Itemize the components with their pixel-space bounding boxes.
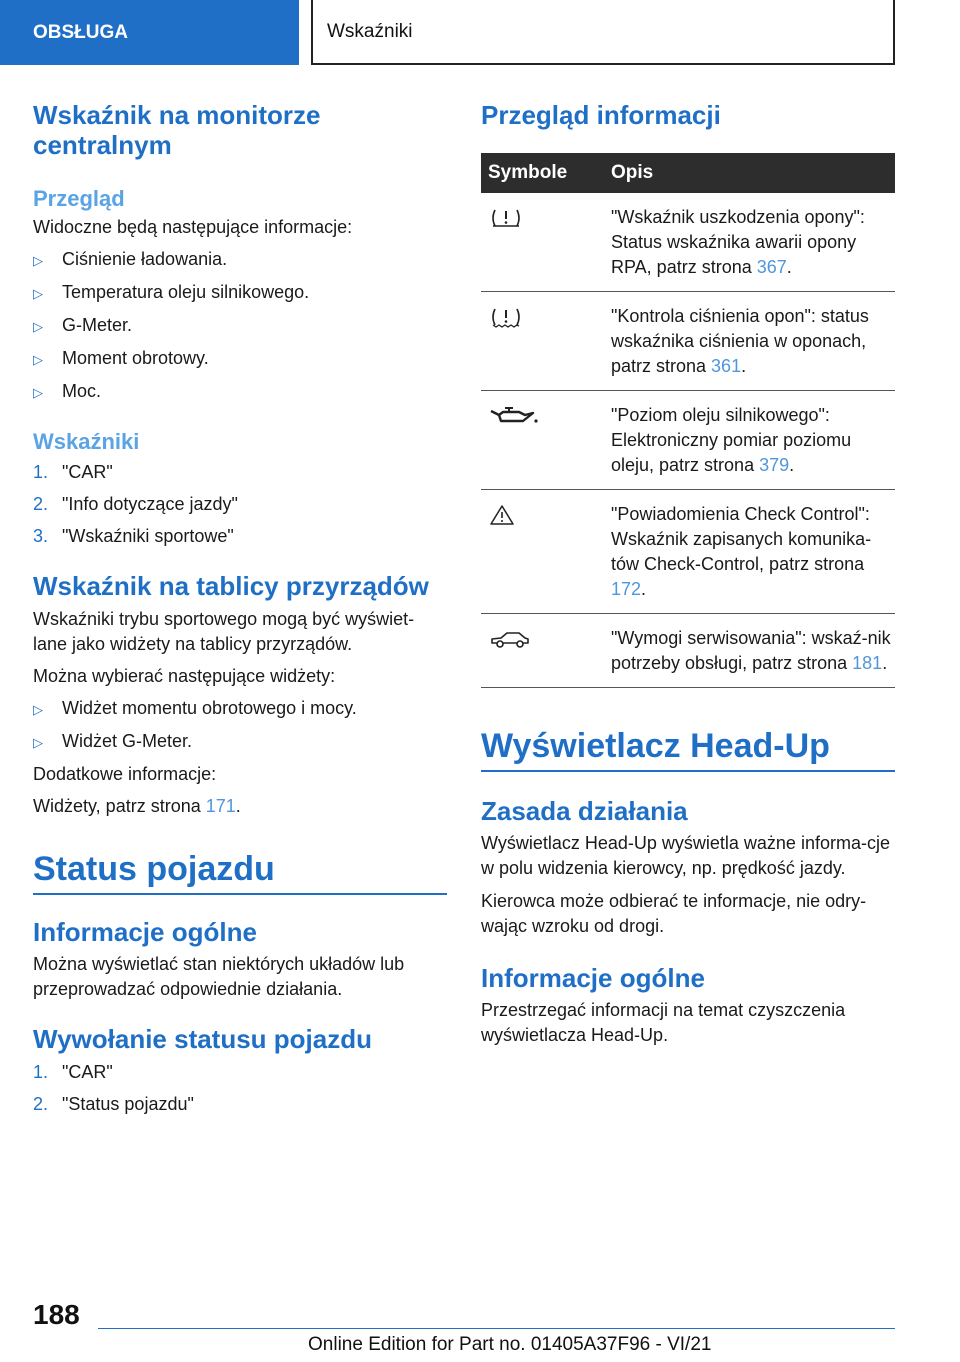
cluster-paragraph: Wskaźniki trybu sportowego mogą być wyświet-lane jako widżety na tablicy przyrządów. bbox=[33, 609, 415, 654]
chapter-title: Wskaźniki bbox=[311, 0, 895, 65]
table-row bbox=[481, 292, 895, 391]
list-item: ▷ G-Meter. bbox=[33, 313, 447, 339]
warning-triangle-icon bbox=[481, 490, 611, 614]
info-overview-heading: Przegląd informacji bbox=[481, 100, 721, 130]
hud-title: Wyświetlacz Head-Up bbox=[481, 726, 895, 772]
bullet-triangle-icon: ▷ bbox=[33, 253, 43, 268]
list-item: ▷ Widżet momentu obrotowego i mocy. bbox=[33, 696, 447, 722]
table-row bbox=[481, 614, 895, 688]
bullet-triangle-icon: ▷ bbox=[33, 735, 43, 750]
indicators-heading: Wskaźniki bbox=[33, 429, 140, 454]
list-item: 3. "Wskaźniki sportowe" bbox=[33, 526, 234, 546]
widgets-list bbox=[33, 696, 447, 755]
page-link[interactable]: 361 bbox=[711, 356, 742, 376]
table-cell-description: "Powiadomienia Check Control": Wskaźnik zapisanych komunika-tów Check-Control, patrz strona 172. bbox=[611, 490, 895, 614]
central-monitor-heading: Wskaźnik na monitorze centralnym bbox=[33, 100, 321, 160]
overview-intro: Widoczne będą następujące informacje: bbox=[33, 217, 353, 237]
car-service-icon bbox=[481, 614, 611, 688]
table-header-row bbox=[481, 153, 895, 193]
principle-text: Wyświetlacz Head-Up wyświetla ważne informa-cje w polu widzenia kierowcy, np. prędkość jazdy. bbox=[481, 833, 890, 878]
bullet-triangle-icon: ▷ bbox=[33, 286, 43, 301]
overview-heading: Przegląd bbox=[33, 186, 125, 211]
list-item: ▷ Moc. bbox=[33, 379, 447, 405]
bullet-triangle-icon: ▷ bbox=[33, 319, 43, 334]
tire-warning-icon bbox=[481, 193, 611, 292]
additional-info-label: Dodatkowe informacje: bbox=[33, 764, 217, 784]
right-column bbox=[481, 100, 895, 1048]
widgets-intro: Można wybierać następujące widżety: bbox=[33, 666, 336, 686]
bullet-triangle-icon: ▷ bbox=[33, 385, 43, 400]
table-cell-description: "Wskaźnik uszkodzenia opony": Status wskaźnika awarii opony RPA, patrz strona 367. bbox=[611, 193, 895, 292]
list-item: 1. "CAR" bbox=[33, 462, 113, 482]
hud-general-text: Przestrzegać informacji na temat czyszczenia wyświetlacza Head-Up. bbox=[481, 1000, 846, 1045]
section-tab: OBSŁUGA bbox=[0, 0, 299, 65]
edition-note: Online Edition for Part no. 01405A37F96 - VI/21 bbox=[308, 1334, 712, 1355]
oil-can-icon bbox=[481, 391, 611, 490]
list-item: 1. "CAR" bbox=[33, 1062, 113, 1082]
principle-heading: Zasada działania bbox=[481, 796, 688, 826]
bullet-triangle-icon: ▷ bbox=[33, 702, 43, 717]
list-item: ▷ Temperatura oleju silnikowego. bbox=[33, 280, 447, 306]
table-cell-description: "Kontrola ciśnienia opon": status wskaźnika ciśnienia w oponach, patrz strona 361. bbox=[611, 292, 895, 391]
page-number: 188 bbox=[33, 1299, 80, 1330]
table-row bbox=[481, 193, 895, 292]
general-info-heading: Informacje ogólne bbox=[33, 917, 257, 947]
page-link[interactable]: 379 bbox=[759, 455, 790, 475]
instrument-cluster-heading: Wskaźnik na tablicy przyrządów bbox=[33, 571, 429, 601]
overview-list bbox=[33, 247, 447, 405]
table-row bbox=[481, 391, 895, 490]
vehicle-status-title: Status pojazdu bbox=[33, 849, 447, 895]
list-item: 2. "Info dotyczące jazdy" bbox=[33, 494, 238, 514]
call-status-heading: Wywołanie statusu pojazdu bbox=[33, 1024, 373, 1054]
list-item: ▷ Ciśnienie ładowania. bbox=[33, 247, 447, 273]
table-cell-description: "Poziom oleju silnikowego": Elektroniczny pomiar poziomu oleju, patrz strona 379. bbox=[611, 391, 895, 490]
general-info-text: Można wyświetlać stan niektórych układów lub przeprowadzać odpowiednie działania. bbox=[33, 954, 405, 999]
left-column bbox=[33, 100, 447, 1117]
principle-text-2: Kierowca może odbierać te informacje, nie odry-wając wzroku od drogi. bbox=[481, 891, 867, 936]
list-item: ▷ Moment obrotowy. bbox=[33, 346, 447, 372]
call-status-steps bbox=[33, 1060, 447, 1117]
hud-general-heading: Informacje ogólne bbox=[481, 963, 705, 993]
list-item: 2. "Status pojazdu" bbox=[33, 1094, 194, 1114]
table-cell-description: "Wymogi serwisowania": wskaź-nik potrzeby obsługi, patrz strona 181. bbox=[611, 614, 895, 688]
footer-divider bbox=[98, 1328, 895, 1329]
widgets-reference: Widżety, patrz strona 171. bbox=[33, 796, 241, 816]
tire-pressure-icon bbox=[481, 292, 611, 391]
bullet-triangle-icon: ▷ bbox=[33, 352, 43, 367]
list-item: ▷ Widżet G-Meter. bbox=[33, 729, 447, 755]
symbols-table bbox=[481, 153, 895, 688]
page-link[interactable]: 367 bbox=[756, 257, 787, 277]
column-header-description: Opis bbox=[611, 153, 895, 193]
page-link[interactable]: 172 bbox=[611, 579, 642, 599]
indicators-steps bbox=[33, 460, 447, 549]
page-link[interactable]: 181 bbox=[852, 653, 883, 673]
column-header-symbols: Symbole bbox=[481, 153, 611, 193]
table-row bbox=[481, 490, 895, 614]
page-link[interactable]: 171 bbox=[205, 796, 236, 816]
